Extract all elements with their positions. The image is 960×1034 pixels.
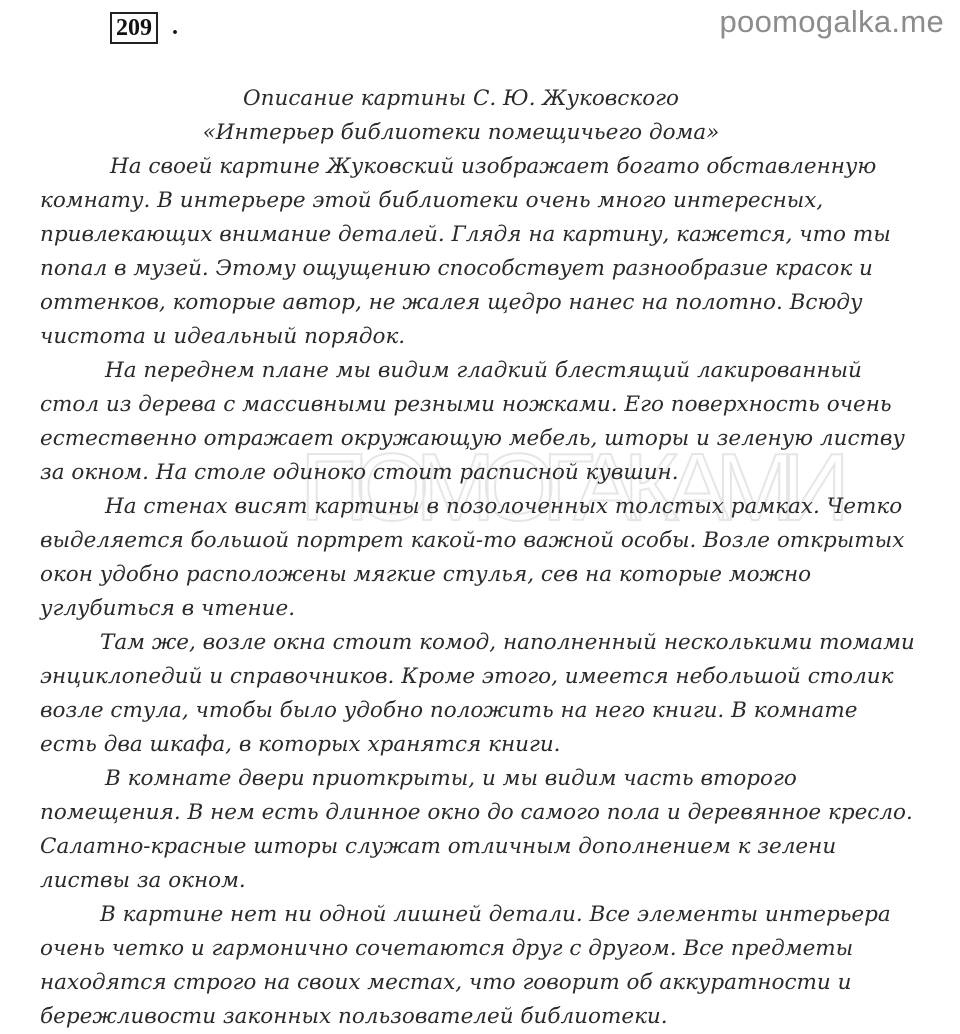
essay-title-line-1: Описание картины С. Ю. Жуковского xyxy=(243,86,679,111)
watermark-site: poomogalka.me xyxy=(719,4,944,39)
essay-paragraph-5: В комнате двери приоткрыты, и мы видим часть второго помещения. В нем есть длинное окно до самого пола и деревянное кресло. Салатно-красные шторы служат отличным дополнением к зелени листвы за окном. xyxy=(40,766,913,893)
essay xyxy=(40,82,920,1034)
essay-paragraph-4: Там же, возле окна стоит комод, наполненный несколькими томами энциклопедий и справочников. Кроме этого, имеется небольшой столик возле стула, чтобы было удобно положить на него книги. В комнате есть два шкафа, в которых хранятся книги. xyxy=(40,630,915,757)
essay-title-line-2: «Интерьер библиотеки помещичьего дома» xyxy=(202,120,720,145)
exercise-number-dot: . xyxy=(172,14,178,40)
essay-paragraph-6: В картине нет ни одной лишней детали. Все элементы интерьера очень четко и гармонично сочетаются друг с другом. Все предметы находятся строго на своих местах, что говорит об аккуратности и бережливости законных пользователей библиотеки. xyxy=(40,902,891,1029)
essay-paragraph-3: На стенах висят картины в позолоченных толстых рамках. Четко выделяется большой портрет какой-то важной особы. Возле открытых окон удобно расположены мягкие стулья, сев на которые можно углубиться в чтение. xyxy=(40,494,905,621)
exercise-number: 209 xyxy=(110,12,158,44)
watermark-center-text: ПОМОГАКАМИ xyxy=(300,434,850,541)
essay-paragraph-2: На переднем плане мы видим гладкий блестящий лакированный стол из дерева с массивными резными ножками. Его поверхность очень естественно отражает окружающую мебель, шторы и зеленую листву за окном. На столе одиноко стоит расписной кувшин. xyxy=(40,358,905,485)
essay-paragraph-1: На своей картине Жуковский изображает богато обставленную комнату. В интерьере этой библиотеки очень много интересных, привлекающих внимание деталей. Глядя на картину, кажется, что ты попал в музей. Этому ощущению способствует разнообразие красок и оттенков, которые автор, не жалея щедро нанес на полотно. Всюду чистота и идеальный порядок. xyxy=(40,154,891,349)
